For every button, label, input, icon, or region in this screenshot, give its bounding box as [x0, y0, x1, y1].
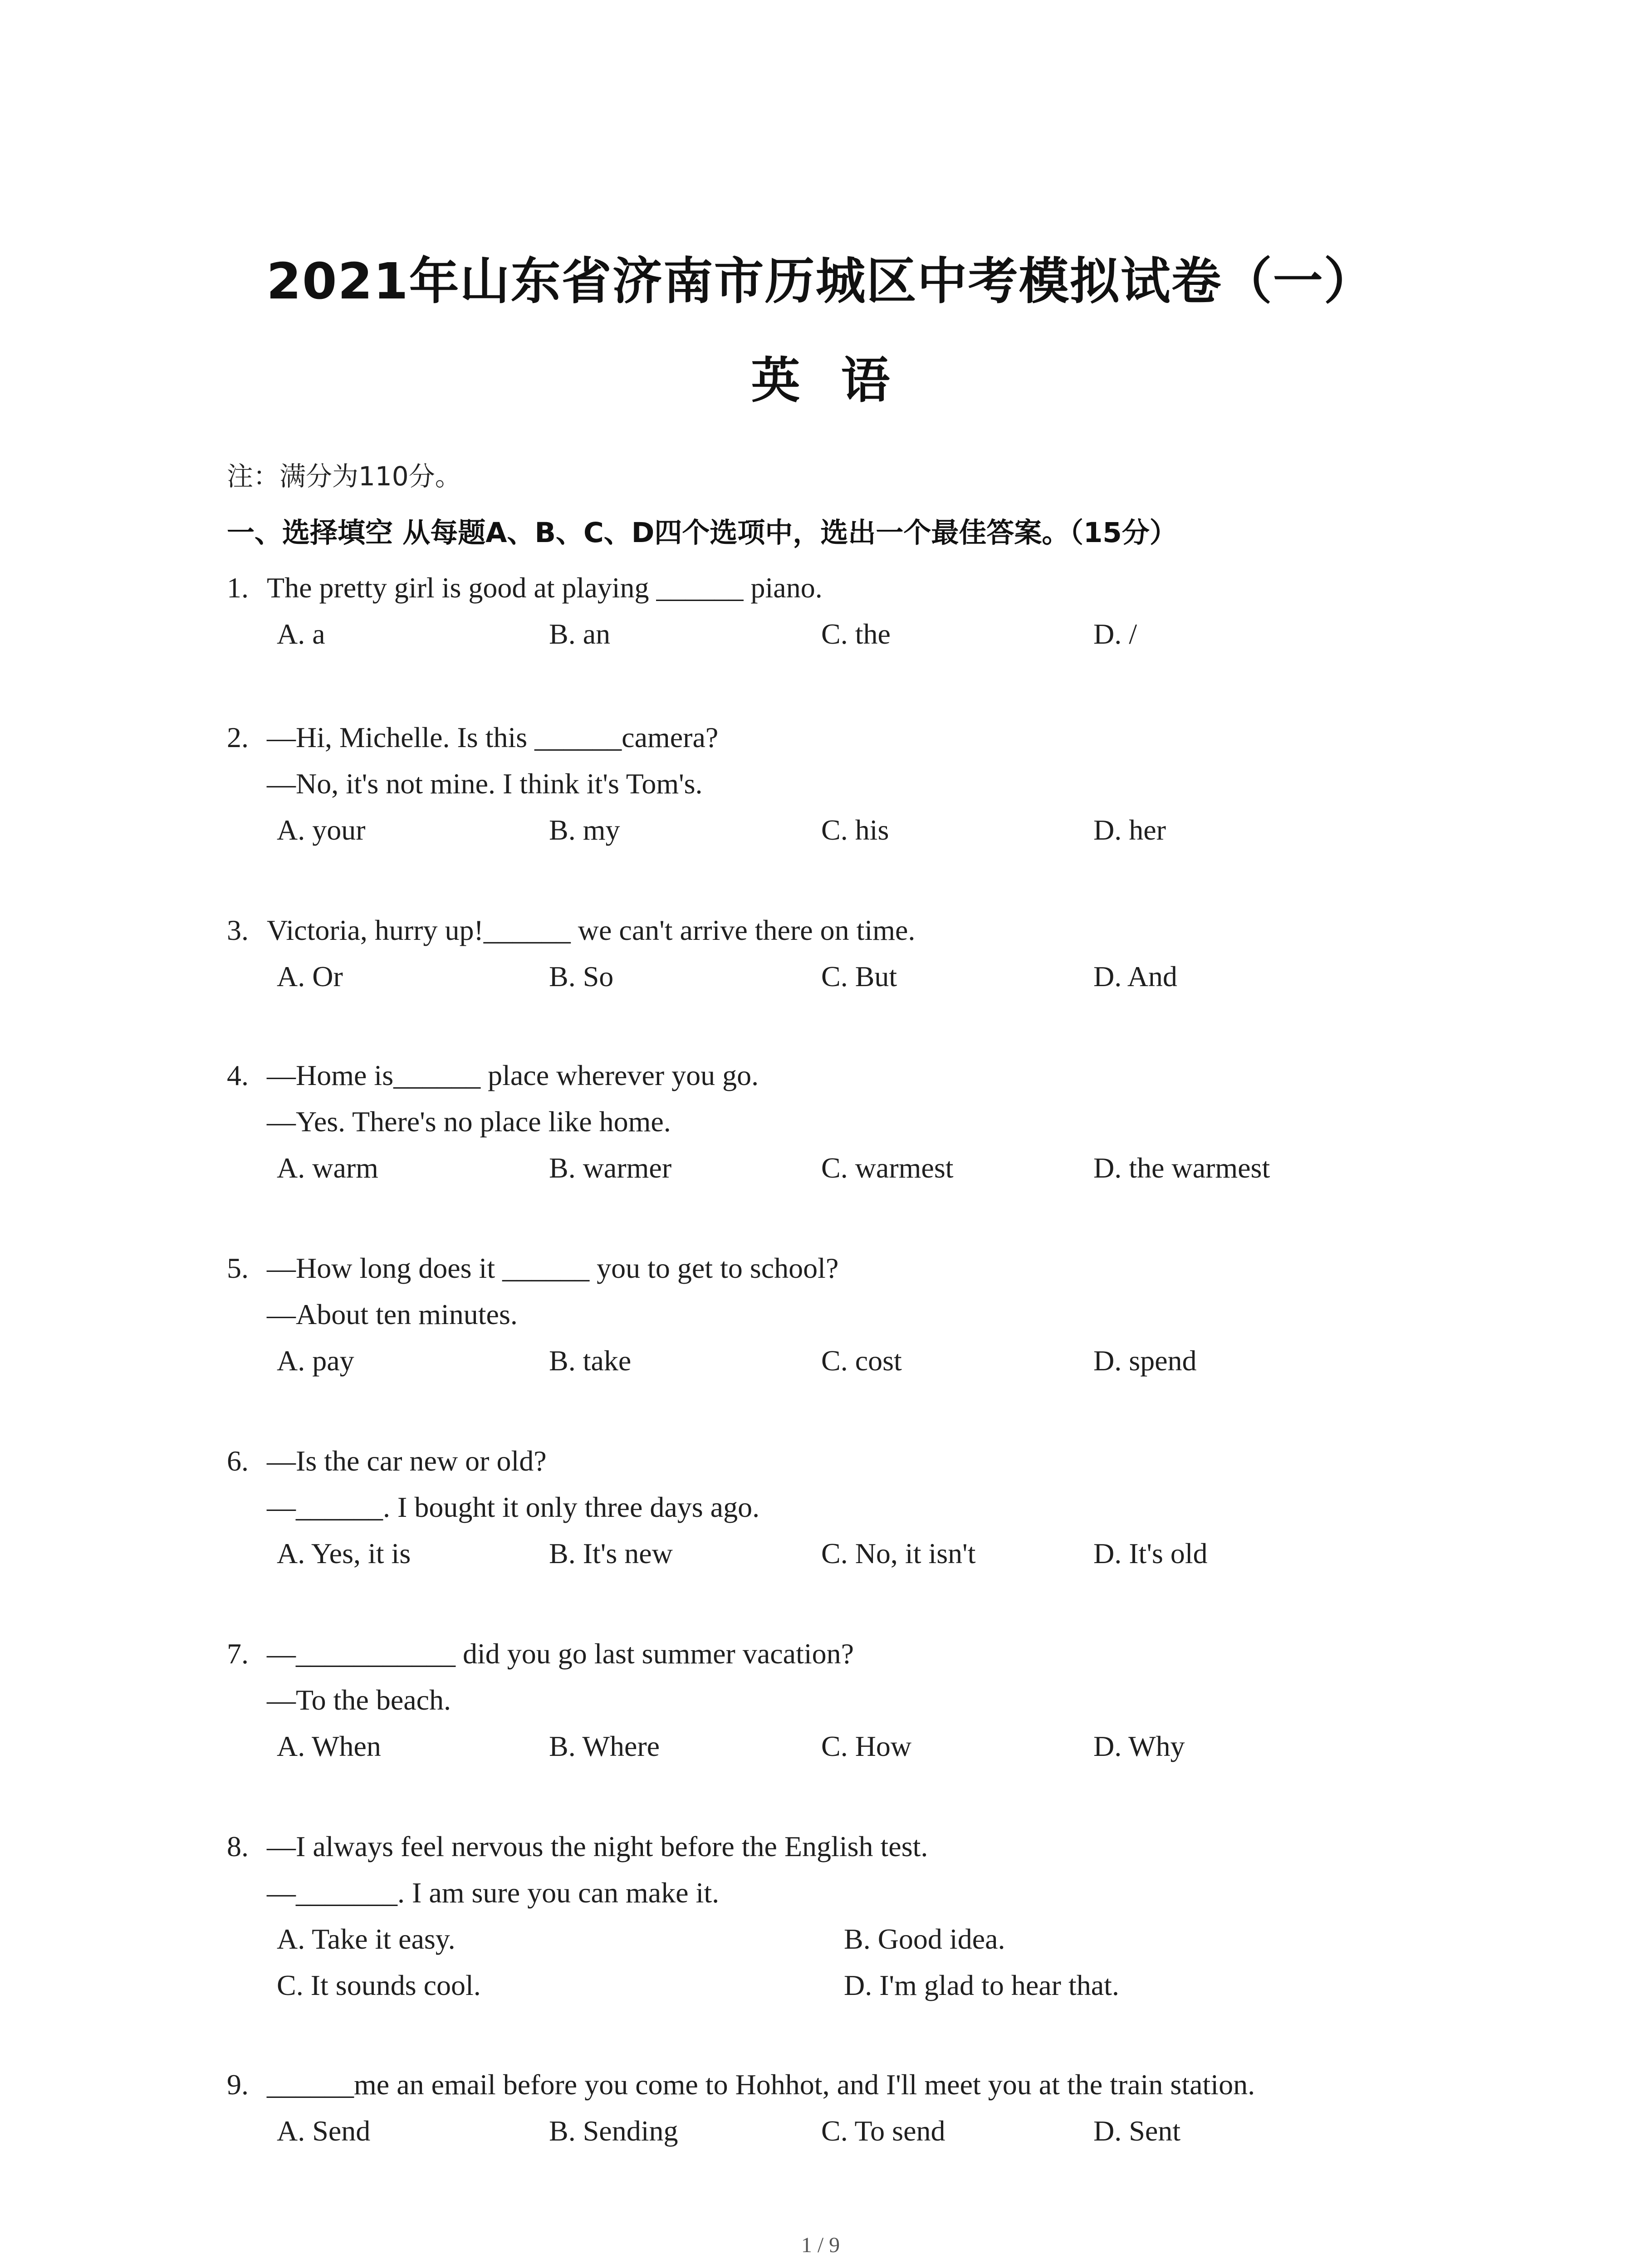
exam-title: 2021年山东省济南市历城区中考模拟试卷（一）	[266, 252, 1375, 310]
answer-option: C. It sounds cool.	[277, 1969, 481, 2001]
answer-option: C. To send	[821, 2115, 945, 2147]
question-text: —I always feel nervous the night before the English test.	[267, 1830, 928, 1862]
question-stem-line	[227, 714, 1416, 761]
question-number: 9.	[227, 2068, 249, 2101]
question-number: 2.	[227, 721, 249, 753]
question-stem-line	[227, 1631, 1416, 1677]
subject-title: 英语	[751, 352, 931, 409]
answer-option: A. Take it easy.	[277, 1923, 456, 1955]
answer-option: D. the warmest	[1093, 1152, 1270, 1184]
question-7	[227, 1631, 1416, 1769]
question-stem-line	[227, 1099, 1416, 1145]
question-text: The pretty girl is good at playing ______ piano.	[267, 572, 823, 604]
answer-option: C. How	[821, 1730, 912, 1762]
question-number: 7.	[227, 1637, 249, 1670]
question-number: 1.	[227, 572, 249, 604]
answer-option: B. warmer	[549, 1152, 672, 1184]
question-2	[227, 714, 1416, 853]
question-text: —Hi, Michelle. Is this ______camera?	[267, 721, 719, 753]
answer-option: A. Send	[277, 2115, 371, 2147]
answer-option: D. And	[1093, 960, 1177, 992]
answer-option: B. my	[549, 814, 620, 846]
option-row	[227, 1962, 1416, 2009]
question-8	[227, 1823, 1416, 2009]
question-stem-line	[227, 1291, 1416, 1338]
answer-option: A. your	[277, 814, 366, 846]
question-stem-line	[227, 1677, 1416, 1723]
answer-option: B. Where	[549, 1730, 660, 1762]
answer-option: B. It's new	[549, 1537, 673, 1569]
answer-option: B. Good idea.	[844, 1923, 1005, 1955]
question-text: —_______. I am sure you can make it.	[267, 1877, 720, 1909]
question-text: —Home is______ place wherever you go.	[267, 1059, 759, 1091]
question-number: 4.	[227, 1059, 249, 1091]
section-heading: 一、选择填空 从每题A、B、C、D四个选项中，选出一个最佳答案。（15分）	[227, 517, 1177, 549]
answer-option: A. Or	[277, 960, 343, 992]
answer-option: C. the	[821, 618, 891, 650]
question-4	[227, 1052, 1416, 1191]
answer-option: A. a	[277, 618, 325, 650]
question-text: Victoria, hurry up!______ we can't arrive there on time.	[267, 914, 916, 946]
option-row	[227, 1916, 1416, 1962]
question-stem-line	[227, 1052, 1416, 1099]
question-number: 5.	[227, 1252, 249, 1284]
answer-option: A. pay	[277, 1344, 354, 1377]
question-stem-line	[227, 1438, 1416, 1484]
answer-option: B. Sending	[549, 2115, 678, 2147]
question-stem-line	[227, 907, 1416, 953]
question-text: ______me an email before you come to Hohhot, and I'll meet you at the train station.	[267, 2068, 1255, 2101]
answer-option: C. cost	[821, 1344, 902, 1377]
question-text: —How long does it ______ you to get to school?	[267, 1252, 839, 1284]
question-text: —About ten minutes.	[267, 1298, 518, 1330]
answer-option: C. his	[821, 814, 889, 846]
question-stem-line	[227, 1245, 1416, 1291]
question-1	[227, 565, 1416, 657]
question-3	[227, 907, 1416, 1000]
option-row	[227, 2108, 1416, 2154]
question-number: 8.	[227, 1830, 249, 1862]
question-number: 6.	[227, 1445, 249, 1477]
option-row	[227, 1723, 1416, 1769]
answer-option: D. spend	[1093, 1344, 1197, 1377]
answer-option: D. I'm glad to hear that.	[844, 1969, 1119, 2001]
question-5	[227, 1245, 1416, 1384]
answer-option: A. When	[277, 1730, 381, 1762]
answer-option: A. Yes, it is	[277, 1537, 411, 1569]
question-stem-line	[227, 2062, 1416, 2108]
answer-option: D. It's old	[1093, 1537, 1208, 1569]
answer-option: C. No, it isn't	[821, 1537, 976, 1569]
option-row	[227, 807, 1416, 853]
question-text: —______. I bought it only three days ago.	[267, 1491, 760, 1523]
score-note: 注：满分为110分。	[227, 461, 461, 492]
question-text: —Is the car new or old?	[267, 1445, 547, 1477]
question-text: —No, it's not mine. I think it's Tom's.	[267, 767, 703, 800]
option-row	[227, 1530, 1416, 1577]
answer-option: D. Why	[1093, 1730, 1185, 1762]
page-number: 1 / 9	[801, 2233, 840, 2257]
option-row	[227, 1145, 1416, 1191]
answer-option: B. an	[549, 618, 611, 650]
option-row	[227, 953, 1416, 1000]
question-stem-line	[227, 1870, 1416, 1916]
answer-option: C. But	[821, 960, 897, 992]
question-stem-line	[227, 565, 1416, 611]
question-9	[227, 2062, 1416, 2154]
question-stem-line	[227, 761, 1416, 807]
answer-option: D. /	[1093, 618, 1137, 650]
question-number: 3.	[227, 914, 249, 946]
question-text: —___________ did you go last summer vacation?	[267, 1637, 854, 1670]
answer-option: C. warmest	[821, 1152, 954, 1184]
question-text: —Yes. There's no place like home.	[267, 1105, 671, 1138]
question-6	[227, 1438, 1416, 1577]
question-stem-line	[227, 1484, 1416, 1530]
answer-option: A. warm	[277, 1152, 378, 1184]
answer-option: D. her	[1093, 814, 1166, 846]
option-row	[227, 611, 1416, 657]
answer-option: B. So	[549, 960, 614, 992]
question-stem-line	[227, 1823, 1416, 1870]
option-row	[227, 1338, 1416, 1384]
question-text: —To the beach.	[267, 1684, 451, 1716]
answer-option: B. take	[549, 1344, 632, 1377]
answer-option: D. Sent	[1093, 2115, 1181, 2147]
